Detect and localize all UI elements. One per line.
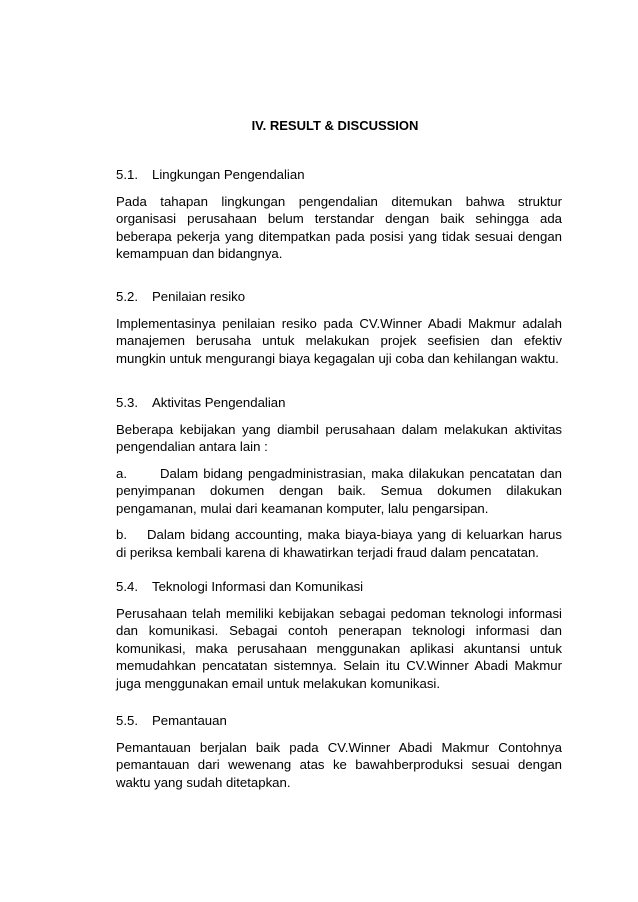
section-title: Teknologi Informasi dan Komunikasi	[152, 579, 364, 594]
list-item-b	[116, 526, 562, 561]
section-number: 5.2.	[116, 289, 138, 304]
section-5-4	[116, 578, 562, 701]
section-paragraph: Pemantauan berjalan baik pada CV.Winner Abadi Makmur Contohnya pemantauan dari wewenang atas ke bawahberproduksi sesuai dengan waktu yang sudah ditetapkan.	[116, 739, 562, 790]
section-5-5	[116, 712, 562, 800]
page-title: IV. RESULT & DISCUSSION	[251, 118, 419, 133]
section-heading	[116, 394, 562, 412]
section-number: 5.3.	[116, 395, 138, 410]
section-5-2	[116, 288, 562, 376]
section-5-3	[116, 394, 562, 570]
section-paragraph: Implementasinya penilaian resiko pada CV.Winner Abadi Makmur adalah manajemen berusaha untuk melakukan projek seefisien dan efektiv mungkin untuk mengurangi biaya kegagalan uji coba dan kehilangan waktu.	[116, 315, 562, 366]
section-paragraph: Pada tahapan lingkungan pengendalian ditemukan bahwa struktur organisasi perusahaan belum terstandar dengan baik sehingga ada beberapa pekerja yang ditempatkan pada posisi yang tidak sesuai dengan kemampuan dan bidangnya.	[116, 193, 562, 261]
list-item-a	[116, 465, 562, 518]
section-number: 5.5.	[116, 713, 138, 728]
list-marker: a.	[116, 465, 127, 481]
section-5-1	[116, 166, 562, 272]
section-heading	[116, 578, 562, 596]
list-item-text: Dalam bidang accounting, maka biaya-biaya yang di keluarkan harus di periksa kembali karena di khawatirkan terjadi fraud dalam pencatatan.	[116, 527, 562, 560]
list-item-text: Dalam bidang pengadministrasian, maka dilakukan pencatatan dan penyimpanan dokumen dengan baik. Semua dokumen dilakukan pengamanan, mulai dari keamanan komputer, lalu pengarsipan.	[116, 465, 562, 516]
section-title: Lingkungan Pengendalian	[152, 167, 305, 182]
section-heading	[116, 712, 562, 730]
section-paragraph: Perusahaan telah memiliki kebijakan sebagai pedoman teknologi informasi dan komunikasi. Sebagai contoh penerapan teknologi informasi dan komunikasi, maka perusahaan menggunakan aplikasi akuntansi untuk memudahkan pencatatan sistemnya. Selain itu CV.Winner Abadi Makmur juga menggunakan email untuk melakukan komunikasi.	[116, 605, 562, 691]
section-number: 5.1.	[116, 167, 138, 182]
section-number: 5.4.	[116, 579, 138, 594]
section-heading	[116, 288, 562, 306]
section-title: Pemantauan	[152, 713, 227, 728]
list-marker: b.	[116, 527, 127, 542]
section-title: Penilaian resiko	[152, 289, 246, 304]
section-paragraph: Beberapa kebijakan yang diambil perusahaan dalam melakukan aktivitas pengendalian antara lain :	[116, 421, 562, 454]
section-title: Aktivitas Pengendalian	[152, 395, 286, 410]
section-heading	[116, 166, 562, 184]
